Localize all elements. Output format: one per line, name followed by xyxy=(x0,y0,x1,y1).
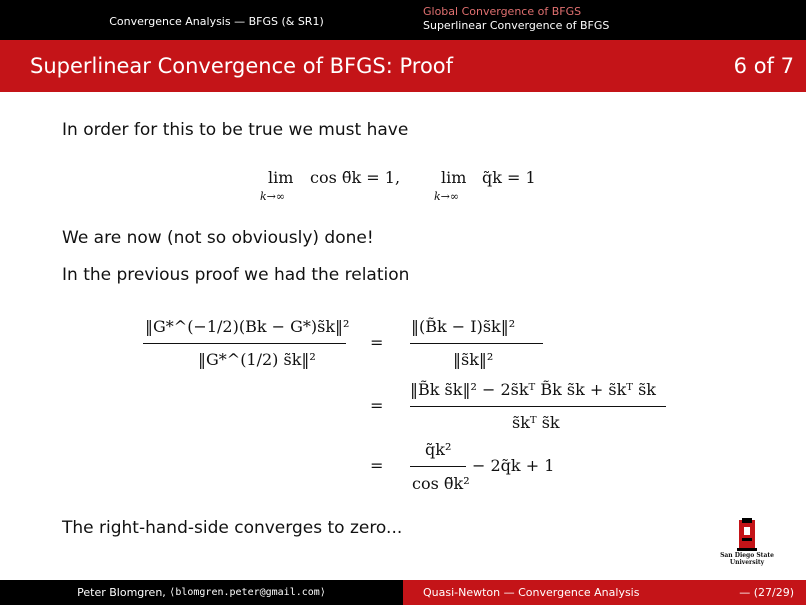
slide-title: Superlinear Convergence of BFGS: Proof xyxy=(30,54,454,78)
done-text: We are now (not so obviously) done! xyxy=(62,228,374,248)
nav-item-global-convergence[interactable]: Global Convergence of BFGS xyxy=(423,5,582,18)
rhs1-numerator: ‖(B̃k − I)s̃k‖² xyxy=(411,317,516,336)
section-nav xyxy=(403,0,806,40)
q-limit: q̃k = 1 xyxy=(482,168,536,187)
header-bar xyxy=(0,0,806,40)
rhs3-denominator: cos θ̃k² xyxy=(412,474,470,493)
rhs3-numerator: q̃k² xyxy=(425,440,452,459)
rhs2-denominator: s̃kᵀ s̃k xyxy=(512,413,560,432)
lim-sub-2: k→∞ xyxy=(434,190,460,203)
lim-label-1: lim xyxy=(268,168,294,187)
cos-limit: cos θ̃k = 1, xyxy=(310,168,401,187)
university-logo-text: San Diego State University xyxy=(720,552,774,566)
rhs1-fraction-line xyxy=(410,343,543,344)
footer-author-block xyxy=(0,580,403,605)
university-logo xyxy=(717,518,777,578)
equals-2: = xyxy=(370,396,384,415)
footer-author: Peter Blomgren, xyxy=(77,586,166,599)
footer-bar xyxy=(0,580,806,605)
rhs2-fraction-line xyxy=(410,406,666,407)
lhs-numerator: ‖G*^(−1/2)(Bk − G*)s̃k‖² xyxy=(145,317,350,336)
slide-page-counter: 6 of 7 xyxy=(733,54,794,78)
footer-course-block xyxy=(403,580,806,605)
section-title[interactable] xyxy=(0,0,403,40)
footer-email[interactable]: ⟨blomgren.peter@gmail.com⟩ xyxy=(169,587,326,598)
rhs3-tail: − 2q̃k + 1 xyxy=(472,456,555,475)
relation-text: In the previous proof we had the relation xyxy=(62,265,410,285)
slide-title-bar xyxy=(0,40,806,92)
footer-course: Quasi-Newton — Convergence Analysis xyxy=(423,586,640,599)
nav-item-superlinear-convergence[interactable]: Superlinear Convergence of BFGS xyxy=(423,19,610,32)
intro-text: In order for this to be true we must have xyxy=(62,120,409,140)
rhs1-denominator: ‖s̃k‖² xyxy=(453,350,494,369)
footer-page: — (27/29) xyxy=(739,586,794,599)
lim-label-2: lim xyxy=(441,168,467,187)
university-tower-icon xyxy=(717,518,777,552)
lhs-denominator: ‖G*^(1/2) s̃k‖² xyxy=(198,350,316,369)
conclusion-text: The right-hand-side converges to zero... xyxy=(62,518,403,538)
lim-sub-1: k→∞ xyxy=(260,190,286,203)
equals-3: = xyxy=(370,456,384,475)
rhs3-fraction-line xyxy=(410,466,466,467)
section-title-text: Convergence Analysis — BFGS (& SR1) xyxy=(109,14,324,28)
lhs-fraction-line xyxy=(143,343,346,344)
rhs2-numerator: ‖B̃k s̃k‖² − 2s̃kᵀ B̃k s̃k + s̃kᵀ s̃k xyxy=(410,380,656,399)
equals-1: = xyxy=(370,333,384,352)
